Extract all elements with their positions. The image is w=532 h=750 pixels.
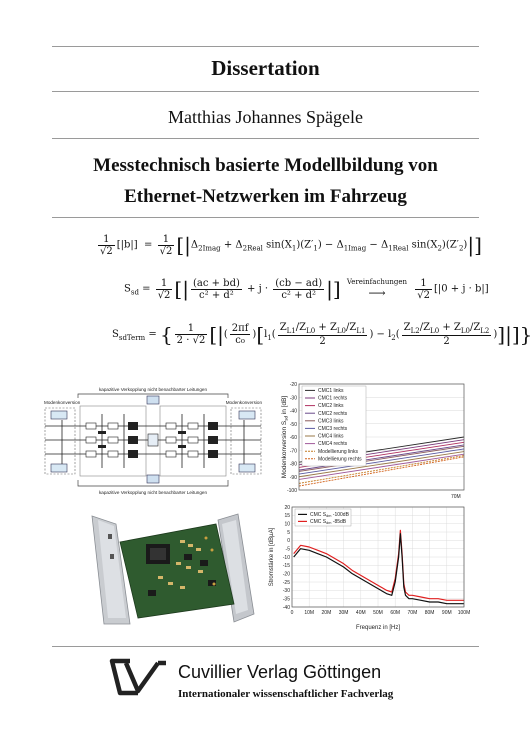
chart1-ytick-label: -100 (286, 488, 297, 494)
chart1-ytick-label: -20 (289, 382, 297, 388)
eq2-lhs-sub: sd (130, 288, 139, 297)
chart1-ylabel: Modenkonversion $S_{sd}$ in [dB] (281, 395, 289, 479)
heading: Dissertation (211, 56, 320, 80)
chart2-xtick-label: 90M (441, 610, 452, 616)
chart2-xtick-label: 0 (290, 610, 294, 616)
chart2-ytick-label: 15 (284, 513, 290, 520)
chart2-xtick-label: 20M (321, 610, 332, 616)
chart1-legend-label: CMC4 rechts (318, 441, 348, 448)
chart1-xtick: 70M (451, 494, 461, 500)
chart1-legend-label: CMC1 links (318, 388, 344, 394)
cuvillier-logo-icon (108, 657, 170, 697)
equation-2: $S_{sd}$ = $\frac{1}{√2}$ [| $\frac{(ac + bd)}{\text{c² + d²}}$ + j · $\frac{(cb - ad)}{\text{c² + d²}}$ |] Vereinfachungen ⟶ $\frac{1}{√2}$ [|0 + j · b|] (124, 277, 489, 301)
chart2-xtick-label: 60M (390, 610, 401, 616)
eq3-lhs-sub: sdTerm (118, 334, 146, 342)
schematic-left-label: Modenkonversion (44, 400, 81, 405)
chart2-ytick-label: -20 (282, 571, 290, 578)
chart2-ytick-label: 20 (284, 504, 290, 511)
chart2-ytick-label: 10 (284, 521, 290, 528)
chart1-legend-label: CMC2 rechts (318, 410, 348, 417)
chart2-xtick-label: 50M (373, 610, 383, 616)
chart1-ytick-label: -40 (289, 408, 297, 415)
chart1-ticks (287, 382, 297, 494)
chart2-xtick-label: 100M (457, 610, 471, 616)
chart-stromstaerke (262, 503, 472, 633)
rule-below-title (52, 217, 479, 218)
chart-modenkonversion (270, 380, 470, 502)
chart1-ytick-label: -80 (289, 461, 297, 468)
eq3-lhs: S (112, 329, 119, 340)
chart2-legend-label: CMC $S_{dm}$ -100dB (310, 512, 349, 519)
chart1-ytick-label: -70 (289, 448, 297, 455)
title-line-1: Messtechnisch basierte Modellbildung von (93, 155, 438, 176)
chart1-ytick-label: -50 (289, 421, 297, 428)
chart1-ytick-label: -90 (289, 474, 297, 481)
chart2-ylabel: Stromstärke in [dBµA] (269, 527, 275, 587)
eq2-lhs: S (124, 283, 131, 295)
chart2-series (294, 530, 464, 603)
eq2-arrow-label: Vereinfachungen (346, 278, 408, 286)
chart2-ytick-label: -30 (282, 588, 290, 595)
rule-above-publisher (52, 646, 479, 647)
chart2-xtick-label: 10M (304, 610, 315, 616)
rule-below-author (52, 138, 479, 139)
publisher-name: Cuvillier Verlag Göttingen (178, 662, 382, 682)
chart2-ytick-label: 5 (287, 529, 290, 536)
chart2-legend-label: CMC $S_{dm}$ -85dB (310, 519, 347, 526)
chart2-ytick-label: -40 (282, 604, 290, 611)
chart1-legend-label: CMC4 links (318, 433, 344, 440)
equation-3: $S_{sdTerm}$ = { $\frac{1}{2 \cdot √2}$ [|( $\frac{2\pi f}{\text{c₀}}$ )[$l_1$( $\frac{Z_{L1}/Z_{L0} + Z_{L0}/Z_{L1}}{2}$ ) − $l_2$( $\frac{Z_{L2}/Z_{L0} + Z_{L0}/Z_{L2}}{2}$ )]|]} (112, 322, 532, 347)
chart1-legend-label: CMC3 links (318, 418, 344, 425)
eq1-lhs: [|b|] (116, 239, 138, 251)
equation-1: $\frac{1}{√2}$ [|b|] = $\frac{1}{√2}$ [$|\Delta_{2Imag} + \Delta_{2Real}$ $\sin(X_1)(Z'_1) - \Delta_{1Imag} - \Delta_{1Real}$ $\sin(X_2)(Z'_2)|$] (100, 233, 482, 257)
chart2-ytick-label: -35 (282, 596, 290, 603)
chart2-xlabel: Frequenz in [Hz] (355, 625, 401, 631)
chart2-ytick-label: 0 (287, 538, 290, 545)
pcb-photo (88, 514, 260, 626)
circuit-schematic (42, 384, 264, 496)
chart2-xtick-label: 80M (424, 610, 435, 616)
chart2-ytick-label: -5 (285, 546, 290, 553)
chart2-xtick-label: 40M (355, 610, 366, 616)
chart1-legend-label: Modellierung rechts (318, 456, 362, 463)
rule-below-heading (52, 91, 479, 92)
chart1-legend-label: CMC2 links (318, 403, 344, 410)
book-title (0, 150, 531, 212)
author-name: Matthias Johannes Spägele (168, 107, 363, 127)
top-rule (52, 46, 479, 47)
chart2-xtick-label: 30M (338, 610, 349, 616)
chart2-ytick-label: -25 (282, 579, 290, 586)
chart2-ytick-label: -10 (282, 554, 290, 561)
chart1-legend-label: CMC3 rechts (318, 426, 348, 432)
title-line-2: Ethernet-Netzwerken im Fahrzeug (124, 186, 407, 207)
schematic-top-label: kapazitive Verkopplung nicht benachbarter Leitungen (98, 387, 208, 392)
schematic-right-label: Modenkonversion (225, 400, 262, 405)
publisher-tagline: Internationaler wissenschaftlicher Fachverlag (178, 688, 394, 700)
chart1-ytick-label: -30 (289, 395, 297, 402)
chart1-legend-label: Modellierung links (318, 448, 359, 455)
chart2-ytick-label: -15 (282, 563, 290, 570)
chart2-series-line (294, 534, 464, 604)
chart2-xtick-label: 70M (407, 610, 418, 616)
schematic-bottom-label: kapazitive Verkopplung nicht benachbarter Leitungen (98, 490, 208, 495)
chart1-ytick-label: -60 (289, 435, 297, 441)
chart1-legend-label: CMC1 rechts (318, 395, 348, 402)
